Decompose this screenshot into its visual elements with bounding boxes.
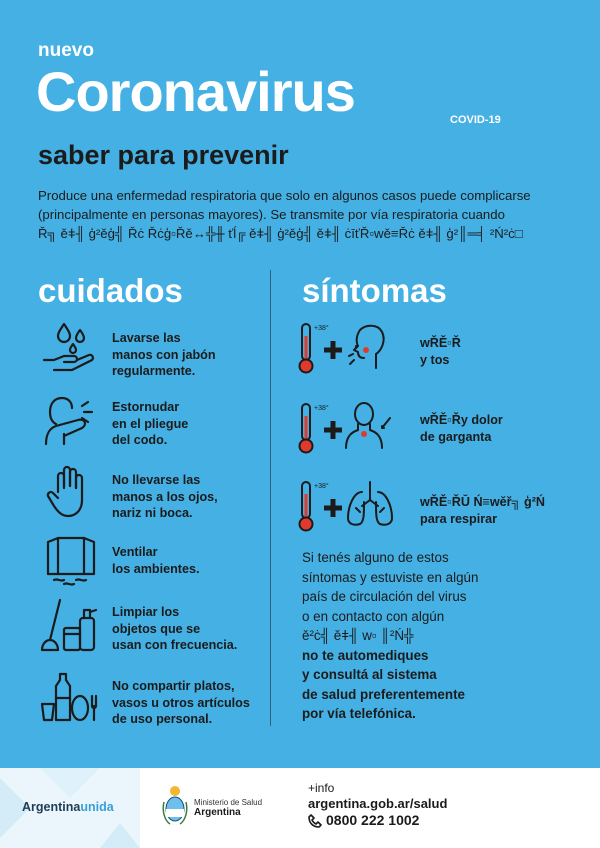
sintomas-heading: síntomas: [302, 272, 447, 309]
thermo-label: +38°: [314, 325, 329, 332]
cuidado-text: [112, 604, 262, 654]
intro-line: Produce una enfermedad respiratoria que solo en algunos casos puede complicarse: [38, 188, 531, 203]
sneeze-elbow-icon: [40, 392, 102, 448]
thermo-label: +38°: [314, 405, 329, 412]
sintoma-text: [420, 412, 503, 446]
intro-line: (principalmente en personas mayores). Se transmite por vía respiratoria cuando: [38, 207, 505, 222]
sintoma-text: [420, 494, 545, 528]
thermometer-icon: [300, 404, 313, 453]
brand-a: Argentina: [22, 800, 81, 814]
cuidado-text: [112, 399, 262, 449]
cuidado-line: de uso personal.: [112, 712, 213, 726]
advice-line: país de circulación del virus: [302, 589, 467, 604]
cuidados-heading: cuidados: [38, 272, 183, 309]
info-block: [308, 780, 447, 812]
advice-line: Si tenés alguno de estos: [302, 550, 449, 565]
coat-of-arms-icon: [162, 784, 188, 826]
cuidado-line: Lavarse las: [112, 331, 181, 345]
cuidado-line: Ventilar: [112, 545, 158, 559]
ministry-logo-text: [194, 798, 262, 818]
phone-line[interactable]: [308, 812, 419, 828]
advice-bold-line: y consultá al sistema: [302, 667, 437, 682]
thermo-label: +38°: [314, 483, 329, 490]
argentina-unida-logo: [22, 800, 114, 814]
raised-hand-icon: [40, 464, 102, 520]
sintoma-line: para respirar: [420, 512, 498, 526]
sintoma-line: wŘĚ▫Řy dolor: [420, 413, 503, 427]
advice-line: o en contacto con algún: [302, 608, 445, 624]
cuidado-text: [112, 678, 262, 728]
info-label: +info: [308, 781, 335, 795]
cuidado-line: en el pliegue: [112, 416, 189, 431]
cuidado-line: manos con jabón: [112, 347, 216, 362]
column-divider: [270, 270, 271, 726]
open-window-icon: [40, 534, 102, 590]
lungs-icon: [298, 478, 398, 534]
cuidado-line: del codo.: [112, 433, 168, 447]
cuidado-line: los ambientes.: [112, 561, 200, 576]
cuidado-text: [112, 544, 262, 577]
advice-bold-line: por vía telefónica.: [302, 706, 416, 721]
sore-throat-icon: [298, 400, 398, 456]
advice-text: [302, 548, 478, 724]
cuidado-line: manos a los ojos,: [112, 489, 218, 504]
subtitle: saber para prevenir: [38, 140, 289, 170]
cough-icon: [298, 320, 398, 376]
phone-icon: [308, 814, 322, 828]
cuidado-line: No llevarse las: [112, 473, 201, 487]
brand-b: unida: [80, 800, 114, 814]
sintoma-line: de garganta: [420, 430, 492, 444]
intro-line: Ř╗ ěǂ╢ ģ²ěģ╣ Řċ Řċģ▫Řě↔╬╫ ťĺ╔ ěǂ╢ ģ²ěģ╣ ěǂ╢ ċīťŘ▫wě≡Řċ ěǂ╢ ģ²║═╡ ²Ń²ċ□: [38, 226, 523, 241]
phone-number: 0800 222 1002: [326, 812, 420, 828]
sintoma-line: y tos: [420, 353, 450, 367]
hand-washing-icon: [40, 320, 102, 376]
ministry-name: Ministerio de Salud: [194, 798, 263, 807]
thermometer-icon: [300, 482, 313, 531]
intro-text: [38, 186, 568, 243]
cuidado-line: objetos que se: [112, 621, 201, 636]
cuidado-line: nariz ni boca.: [112, 506, 193, 520]
cleaning-supplies-icon: [40, 598, 102, 654]
sintoma-text: [420, 335, 461, 369]
cuidado-text: [112, 472, 262, 522]
covid-tag: COVID-19: [450, 114, 501, 126]
advice-bold-line: de salud preferentemente: [302, 686, 465, 702]
dishes-icon: [40, 668, 102, 724]
page-title: Coronavirus: [36, 60, 355, 123]
advice-bold-line: no te automediques: [302, 647, 429, 663]
thermometer-icon: [300, 324, 313, 373]
cuidado-text: [112, 330, 262, 380]
kicker: nuevo: [38, 40, 94, 61]
cuidado-line: No compartir platos,: [112, 679, 235, 693]
advice-line: síntomas y estuviste en algún: [302, 569, 479, 585]
cuidado-line: regularmente.: [112, 364, 196, 378]
sintoma-line: wŘĚ▫Ř: [420, 336, 461, 350]
cuidado-line: vasos u otros artículos: [112, 695, 250, 710]
cuidado-line: Limpiar los: [112, 605, 180, 619]
sintoma-line: wŘĚ▫ŘŬ Ń≡wěř╗ ģ²Ń: [420, 495, 545, 509]
advice-line: ě²ċ╣ ěǂ╢ w▫ ║²Ń╬: [302, 628, 414, 643]
cuidado-line: usan con frecuencia.: [112, 638, 238, 652]
info-url[interactable]: argentina.gob.ar/salud: [308, 796, 448, 811]
ministry-country: Argentina: [194, 807, 241, 818]
cuidado-line: Estornudar: [112, 400, 180, 414]
